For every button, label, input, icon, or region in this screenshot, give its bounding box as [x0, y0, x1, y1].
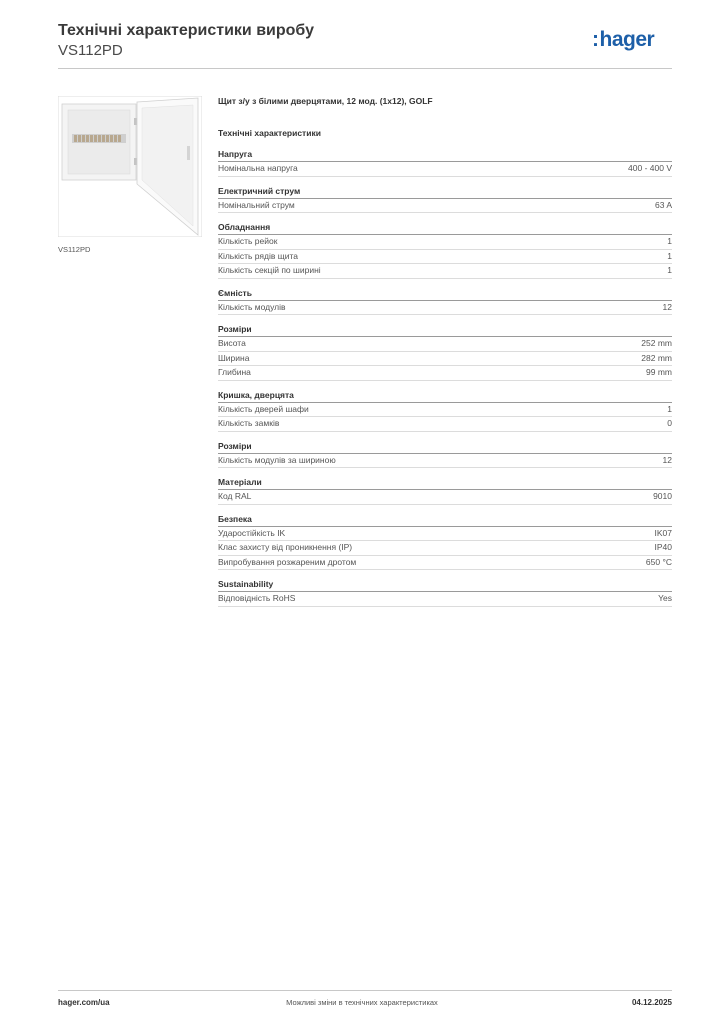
spec-value: 63 A — [654, 199, 672, 210]
spec-label: Висота — [218, 338, 246, 348]
spec-value: 1 — [667, 236, 672, 246]
spec-value: 12 — [662, 301, 672, 312]
spec-row — [218, 352, 672, 367]
spec-section — [218, 148, 672, 177]
spec-row — [218, 264, 672, 279]
hager-logo[interactable] — [592, 28, 654, 52]
spec-label: Кількість рейок — [218, 236, 278, 246]
spec-sections — [218, 148, 672, 607]
image-caption: VS112PD — [58, 245, 91, 254]
spec-value: Yes — [658, 593, 672, 603]
section-title: Електричний струм — [218, 185, 672, 199]
spec-label: Номінальний струм — [218, 199, 295, 210]
section-title: Напруга — [218, 148, 672, 162]
product-image — [58, 96, 202, 237]
spec-section — [218, 389, 672, 432]
spec-value: 282 mm — [641, 352, 672, 363]
spec-label: Номінальна напруга — [218, 163, 298, 173]
spec-row — [218, 199, 672, 214]
spec-label: Відповідність RoHS — [218, 593, 296, 603]
spec-label: Кількість дверей шафи — [218, 403, 309, 414]
spec-section — [218, 513, 672, 571]
page-title: Технічні характеристики виробу — [58, 22, 314, 39]
spec-value: 99 mm — [646, 367, 672, 377]
spec-label: Ширина — [218, 352, 250, 363]
spec-section — [218, 221, 672, 279]
tech-spec-heading: Технічні характеристики — [218, 128, 321, 138]
footer-notice: Можливі зміни в технічних характеристиках — [286, 998, 438, 1007]
footer-divider — [58, 990, 672, 991]
spec-row — [218, 250, 672, 265]
spec-value: 1 — [667, 250, 672, 261]
spec-label: Ударостійкість IK — [218, 527, 286, 538]
spec-row — [218, 337, 672, 352]
spec-value: 12 — [662, 454, 672, 465]
spec-row — [218, 301, 672, 316]
section-title: Розміри — [218, 440, 672, 454]
spec-section — [218, 440, 672, 469]
spec-value: IK07 — [654, 527, 672, 538]
spec-row — [218, 235, 672, 250]
spec-row — [218, 417, 672, 432]
spec-label: Кількість модулів — [218, 301, 286, 312]
spec-label: Код RAL — [218, 491, 252, 501]
spec-value: IP40 — [654, 542, 672, 552]
spec-section — [218, 578, 672, 607]
spec-value: 400 - 400 V — [628, 163, 672, 173]
spec-label: Кількість секцій по ширині — [218, 265, 321, 275]
spec-row — [218, 366, 672, 381]
spec-value: 9010 — [653, 491, 672, 501]
spec-section — [218, 185, 672, 214]
spec-section — [218, 476, 672, 505]
spec-label: Кількість замків — [218, 418, 280, 428]
spec-label: Клас захисту від проникнення (IP) — [218, 542, 353, 552]
section-title: Безпека — [218, 513, 672, 527]
spec-row — [218, 454, 672, 469]
section-title: Матеріали — [218, 476, 672, 490]
spec-content — [218, 96, 672, 615]
spec-row — [218, 541, 672, 556]
spec-row — [218, 490, 672, 505]
spec-row — [218, 403, 672, 418]
spec-section — [218, 323, 672, 381]
spec-value: 1 — [667, 265, 672, 275]
logo-colon-icon: : — [592, 28, 599, 51]
header-divider — [58, 68, 672, 69]
product-description: Щит з/у з білими дверцятами, 12 мод. (1x12), GOLF — [218, 96, 433, 106]
logo-text: hager — [599, 28, 655, 51]
spec-row — [218, 527, 672, 542]
section-title: Обладнання — [218, 221, 672, 235]
spec-row — [218, 556, 672, 571]
footer-website-link[interactable]: hager.com/ua — [58, 998, 110, 1007]
section-title: Sustainability — [218, 578, 672, 592]
spec-label: Випробування розжареним дротом — [218, 556, 357, 567]
section-title: Кришка, дверцята — [218, 389, 672, 403]
spec-label: Кількість рядів щита — [218, 250, 298, 261]
section-title: Розміри — [218, 323, 672, 337]
spec-row — [218, 592, 672, 607]
spec-label: Кількість модулів за шириною — [218, 454, 336, 465]
spec-value: 252 mm — [641, 338, 672, 348]
spec-section — [218, 287, 672, 316]
spec-label: Глибина — [218, 367, 251, 377]
spec-row — [218, 162, 672, 177]
spec-value: 650 °C — [645, 556, 672, 567]
section-title: Ємність — [218, 287, 672, 301]
spec-value: 1 — [667, 403, 672, 414]
footer-date: 04.12.2025 — [631, 998, 672, 1007]
spec-value: 0 — [667, 418, 672, 428]
product-code: VS112PD — [58, 42, 123, 59]
